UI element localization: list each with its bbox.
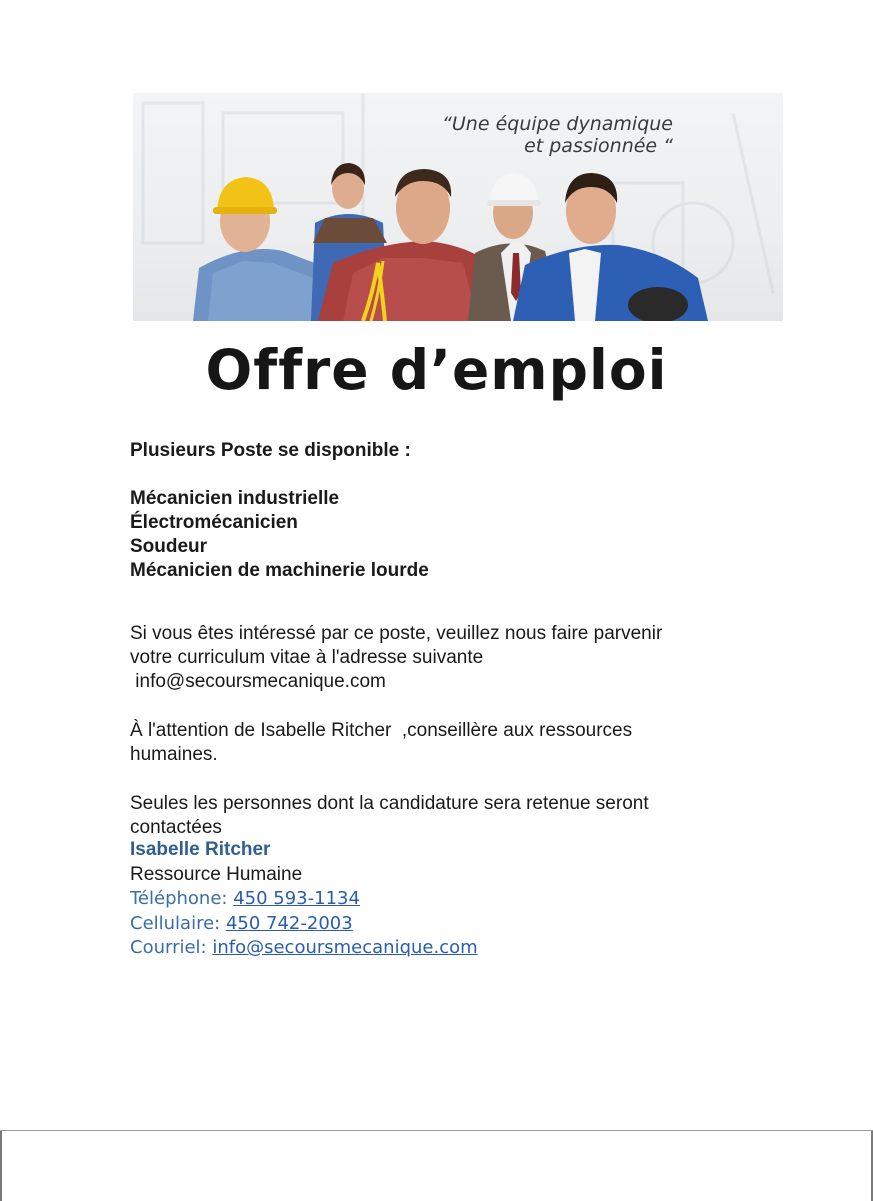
notice-line: contactées bbox=[130, 817, 222, 838]
notice-paragraph bbox=[130, 792, 710, 840]
scan-bottom-frame bbox=[0, 1130, 873, 1201]
worker-blue-jacket-figure bbox=[513, 173, 708, 321]
apply-line: Si vous êtes intéressé par ce poste, veuillez nous faire parvenir bbox=[130, 623, 663, 644]
positions-heading: Plusieurs Poste se disponible : bbox=[130, 440, 411, 461]
email-label: Courriel: bbox=[130, 937, 213, 958]
apply-line: votre curriculum vitae à l'adresse suivante bbox=[130, 647, 484, 668]
attention-line: humaines. bbox=[130, 744, 218, 765]
attention-paragraph bbox=[130, 719, 690, 767]
cell-label: Cellulaire: bbox=[130, 912, 226, 934]
phone-row bbox=[130, 887, 478, 912]
tagline-line-2: et passionnée “ bbox=[524, 135, 673, 157]
page-title: Offre d’emploi bbox=[205, 338, 668, 402]
cell-row bbox=[130, 912, 478, 937]
banner-tagline bbox=[442, 113, 673, 157]
contact-name: Isabelle Ritcher bbox=[130, 839, 271, 860]
position-item: Électromécanicien bbox=[130, 512, 298, 533]
contact-block bbox=[130, 838, 478, 961]
tagline-line-1: “Une équipe dynamique bbox=[442, 113, 673, 135]
positions-list bbox=[130, 487, 429, 583]
position-item: Mécanicien industrielle bbox=[130, 488, 340, 509]
header-banner bbox=[133, 93, 783, 321]
worker-hardhat-figure bbox=[193, 177, 331, 321]
notice-line: Seules les personnes dont la candidature sera retenue seront bbox=[130, 793, 649, 814]
phone-label: Téléphone: bbox=[130, 888, 234, 909]
apply-email: info@secoursmecanique.com bbox=[130, 671, 386, 692]
position-item: Mécanicien de machinerie lourde bbox=[130, 560, 429, 581]
email-link[interactable]: info@secoursmecanique.com bbox=[212, 937, 478, 958]
apply-paragraph bbox=[130, 622, 730, 694]
position-item: Soudeur bbox=[130, 536, 208, 557]
attention-line: À l'attention de Isabelle Ritcher ,conseillère aux ressources bbox=[130, 720, 633, 741]
cell-link[interactable]: 450 742-2003 bbox=[225, 912, 353, 934]
contact-role: Ressource Humaine bbox=[130, 863, 303, 885]
frame-edge-left bbox=[0, 1131, 2, 1201]
email-row bbox=[130, 936, 478, 961]
phone-link[interactable]: 450 593-1134 bbox=[233, 888, 360, 909]
